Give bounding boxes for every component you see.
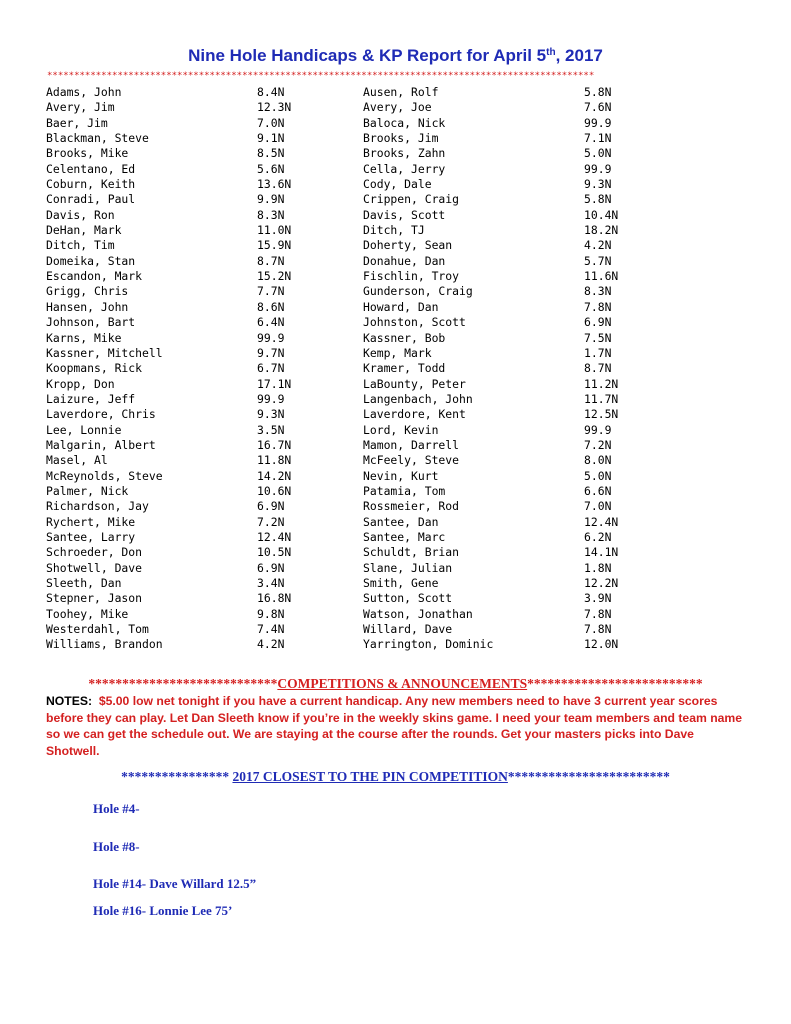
handicap-row [46, 146, 376, 161]
player-name: Brooks, Jim [363, 131, 439, 146]
handicap-value: 6.6N [584, 483, 612, 498]
player-name: Davis, Scott [363, 207, 446, 222]
player-name: Kropp, Don [46, 376, 115, 391]
player-name: Johnson, Bart [46, 315, 136, 330]
handicap-row [46, 284, 376, 299]
handicap-value: 7.0N [584, 499, 612, 514]
handicap-row [46, 300, 376, 315]
handicap-row [363, 192, 693, 207]
handicap-row [363, 100, 693, 115]
player-name: LaBounty, Peter [363, 376, 466, 391]
player-name: Crippen, Craig [363, 192, 460, 207]
player-name: Brooks, Zahn [363, 146, 446, 161]
player-name: Malgarin, Albert [46, 437, 156, 452]
handicap-value: 18.2N [584, 223, 619, 238]
player-name: Lee, Lonnie [46, 422, 122, 437]
handicap-row [363, 208, 693, 223]
player-name: Avery, Jim [46, 100, 115, 115]
handicap-value: 10.5N [257, 545, 292, 560]
player-name: Domeika, Stan [46, 253, 136, 268]
handicap-value: 7.1N [584, 131, 612, 146]
handicap-row [46, 499, 376, 514]
player-name: Kassner, Bob [363, 330, 446, 345]
handicap-value: 7.0N [257, 115, 285, 130]
handicap-row [363, 499, 693, 514]
handicap-value: 5.0N [584, 468, 612, 483]
handicap-row [46, 85, 376, 100]
handicap-row [46, 607, 376, 622]
handicap-row [363, 377, 693, 392]
handicap-row [363, 545, 693, 560]
player-name: Laizure, Jeff [46, 391, 136, 406]
handicap-value: 7.8N [584, 299, 612, 314]
handicap-value: 10.6N [257, 483, 292, 498]
player-name: Langenbach, John [363, 391, 473, 406]
handicap-value: 6.4N [257, 315, 285, 330]
handicap-row [363, 315, 693, 330]
handicap-row [363, 361, 693, 376]
hole-8-result: Hole #8- [93, 839, 140, 854]
competitions-heading: ****************************COMPETITIONS & ANNOUNCEMENTS************************** [88, 676, 703, 691]
handicap-row [363, 469, 693, 484]
player-name: Williams, Brandon [46, 637, 163, 652]
player-name: Masel, Al [46, 453, 108, 468]
player-name: Johnston, Scott [363, 315, 466, 330]
player-name: Laverdore, Chris [46, 407, 156, 422]
player-name: Ditch, TJ [363, 223, 425, 238]
handicap-row [46, 361, 376, 376]
handicap-value: 12.5N [584, 407, 619, 422]
player-name: Stepner, Jason [46, 591, 143, 606]
player-name: Smith, Gene [363, 576, 439, 590]
handicap-row [46, 315, 376, 330]
handicap-value: 14.1N [584, 545, 619, 560]
handicap-row [363, 331, 693, 346]
handicap-value: 8.3N [257, 207, 285, 222]
player-name: Ausen, Rolf [363, 85, 439, 99]
player-name: Grigg, Chris [46, 284, 129, 299]
handicap-value: 15.2N [257, 269, 292, 284]
handicap-row [363, 453, 693, 468]
handicap-value: 8.7N [257, 253, 285, 268]
separator-line: ***************************************************************************************************** [47, 71, 595, 81]
hole-16-result: Hole #16- Lonnie Lee 75’ [93, 903, 233, 918]
handicap-row [46, 484, 376, 499]
player-name: Celentano, Ed [46, 161, 136, 176]
handicap-row [46, 637, 376, 652]
handicap-row [46, 116, 376, 131]
handicap-value: 11.2N [584, 376, 619, 391]
handicap-row [46, 392, 376, 407]
hole-4-result: Hole #4- [93, 801, 140, 816]
handicap-value: 5.8N [584, 192, 612, 207]
handicap-value: 12.2N [584, 576, 619, 590]
handicap-value: 99.9 [584, 115, 612, 130]
handicap-value: 3.5N [257, 422, 285, 437]
handicap-value: 8.6N [257, 299, 285, 314]
handicap-value: 7.7N [257, 284, 285, 299]
handicap-value: 99.9 [584, 422, 612, 437]
handicap-row [363, 85, 693, 100]
handicap-row [363, 438, 693, 453]
handicap-value: 4.2N [584, 238, 612, 253]
handicap-row [46, 269, 376, 284]
handicap-value: 9.1N [257, 131, 285, 146]
handicap-row [46, 515, 376, 530]
handicap-value: 7.6N [584, 100, 612, 115]
player-name: Sutton, Scott [363, 591, 453, 606]
handicap-row [363, 622, 693, 637]
player-name: Westerdahl, Tom [46, 622, 149, 637]
player-name: Schuldt, Brian [363, 545, 460, 560]
player-name: Santee, Marc [363, 529, 446, 544]
handicap-value: 12.0N [584, 637, 619, 652]
handicap-value: 6.7N [257, 361, 285, 376]
handicap-value: 10.4N [584, 207, 619, 222]
handicap-row [363, 269, 693, 284]
handicap-row [363, 116, 693, 131]
player-name: Patamia, Tom [363, 483, 446, 498]
player-name: Sleeth, Dan [46, 576, 122, 590]
player-name: Donahue, Dan [363, 253, 446, 268]
handicap-row [46, 407, 376, 422]
handicap-value: 9.8N [257, 606, 285, 621]
handicap-row [46, 576, 376, 591]
handicap-value: 5.0N [584, 146, 612, 161]
handicap-row [363, 346, 693, 361]
handicap-row [46, 530, 376, 545]
player-name: Conradi, Paul [46, 192, 136, 207]
player-name: Kemp, Mark [363, 345, 432, 360]
handicap-row [46, 622, 376, 637]
handicap-value: 7.8N [584, 606, 612, 621]
handicap-row [363, 177, 693, 192]
hole-14-result: Hole #14- Dave Willard 12.5” [93, 876, 257, 891]
handicap-value: 11.8N [257, 453, 292, 468]
handicap-row [363, 162, 693, 177]
player-name: Brooks, Mike [46, 146, 129, 161]
handicap-row [363, 407, 693, 422]
page-title: Nine Hole Handicaps & KP Report for April 5th, 2017 [188, 46, 603, 65]
handicap-row [46, 100, 376, 115]
handicap-row [363, 576, 693, 591]
player-name: Escandon, Mark [46, 269, 143, 284]
handicap-row [46, 346, 376, 361]
player-name: Willard, Dave [363, 622, 453, 637]
notes-text: $5.00 low net tonight if you have a current handicap. Any new members need to have 3 current year scores before they can play. Let Dan Sleeth know if you’re in the weekly skins game. I need your team members and team name so we can get the schedule out. We are staying at the course after the rounds. Get your masters picks into Dave Shotwell. [46, 694, 743, 758]
handicap-value: 8.7N [584, 361, 612, 376]
handicap-value: 12.3N [257, 100, 292, 115]
handicap-row [46, 162, 376, 177]
handicap-row [46, 254, 376, 269]
handicap-row [363, 392, 693, 407]
handicap-row [363, 300, 693, 315]
handicap-value: 15.9N [257, 238, 292, 253]
player-name: Rychert, Mike [46, 514, 136, 529]
notes-label: NOTES: [46, 694, 93, 708]
handicap-value: 8.3N [584, 284, 612, 299]
handicap-row [46, 331, 376, 346]
player-name: Kramer, Todd [363, 361, 446, 376]
handicap-value: 3.9N [584, 591, 612, 606]
handicap-value: 9.7N [257, 345, 285, 360]
handicap-row [46, 545, 376, 560]
handicap-value: 11.0N [257, 223, 292, 238]
player-name: Cella, Jerry [363, 161, 446, 176]
handicap-value: 8.5N [257, 146, 285, 161]
handicap-row [46, 208, 376, 223]
handicap-row [46, 192, 376, 207]
player-name: Santee, Dan [363, 514, 439, 529]
player-name: Shotwell, Dave [46, 560, 143, 575]
handicap-value: 11.7N [584, 391, 619, 406]
player-name: Palmer, Nick [46, 483, 129, 498]
handicap-value: 5.8N [584, 85, 612, 99]
player-name: Davis, Ron [46, 207, 115, 222]
handicap-value: 6.9N [584, 315, 612, 330]
player-name: Gunderson, Craig [363, 284, 473, 299]
handicap-value: 99.9 [584, 161, 612, 176]
handicap-value: 12.4N [584, 514, 619, 529]
player-name: Adams, John [46, 85, 122, 99]
player-name: Baer, Jim [46, 115, 108, 130]
handicap-row [46, 453, 376, 468]
handicap-value: 6.2N [584, 529, 612, 544]
player-name: Mamon, Darrell [363, 437, 460, 452]
handicap-value: 99.9 [257, 330, 285, 345]
player-name: Yarrington, Dominic [363, 637, 494, 652]
player-name: Coburn, Keith [46, 177, 136, 192]
player-name: Koopmans, Rick [46, 361, 143, 376]
handicap-row [363, 131, 693, 146]
player-name: Fischlin, Troy [363, 269, 460, 284]
handicap-row [46, 469, 376, 484]
player-name: Laverdore, Kent [363, 407, 466, 422]
handicap-value: 13.6N [257, 177, 292, 192]
handicap-value: 7.5N [584, 330, 612, 345]
handicap-value: 16.8N [257, 591, 292, 606]
handicap-row [363, 284, 693, 299]
player-name: Lord, Kevin [363, 422, 439, 437]
handicap-value: 12.4N [257, 529, 292, 544]
handicap-column-right [363, 85, 693, 653]
handicap-value: 4.2N [257, 637, 285, 652]
player-name: McFeely, Steve [363, 453, 460, 468]
player-name: Cody, Dale [363, 177, 432, 192]
notes-paragraph [46, 693, 746, 759]
handicap-value: 6.9N [257, 560, 285, 575]
handicap-row [363, 530, 693, 545]
handicap-value: 7.2N [584, 437, 612, 452]
player-name: Blackman, Steve [46, 131, 149, 146]
handicap-row [46, 238, 376, 253]
handicap-value: 7.2N [257, 514, 285, 529]
player-name: Baloca, Nick [363, 115, 446, 130]
handicap-value: 99.9 [257, 391, 285, 406]
handicap-value: 16.7N [257, 437, 292, 452]
handicap-row [46, 177, 376, 192]
player-name: Kassner, Mitchell [46, 345, 163, 360]
handicap-row [363, 637, 693, 652]
player-name: Karns, Mike [46, 330, 122, 345]
handicap-row [363, 591, 693, 606]
handicap-value: 14.2N [257, 468, 292, 483]
handicap-value: 6.9N [257, 499, 285, 514]
handicap-row [46, 561, 376, 576]
kp-heading: **************** 2017 CLOSEST TO THE PIN COMPETITION************************ [121, 769, 670, 784]
handicap-value: 1.7N [584, 345, 612, 360]
handicap-value: 9.3N [584, 177, 612, 192]
handicap-value: 11.6N [584, 269, 619, 284]
handicap-row [46, 131, 376, 146]
player-name: Watson, Jonathan [363, 606, 473, 621]
player-name: Slane, Julian [363, 560, 453, 575]
player-name: McReynolds, Steve [46, 468, 163, 483]
handicap-row [46, 377, 376, 392]
player-name: Richardson, Jay [46, 499, 149, 514]
player-name: Rossmeier, Rod [363, 499, 460, 514]
player-name: Ditch, Tim [46, 238, 115, 253]
handicap-value: 9.9N [257, 192, 285, 207]
handicap-row [363, 423, 693, 438]
player-name: DeHan, Mark [46, 223, 122, 238]
player-name: Nevin, Kurt [363, 468, 439, 483]
handicap-row [363, 238, 693, 253]
handicap-row [46, 591, 376, 606]
handicap-value: 5.6N [257, 161, 285, 176]
handicap-row [363, 607, 693, 622]
player-name: Hansen, John [46, 299, 129, 314]
player-name: Avery, Joe [363, 100, 432, 115]
handicap-row [363, 254, 693, 269]
handicap-row [363, 515, 693, 530]
handicap-value: 3.4N [257, 576, 285, 590]
handicap-value: 8.4N [257, 85, 285, 99]
player-name: Howard, Dan [363, 299, 439, 314]
player-name: Doherty, Sean [363, 238, 453, 253]
handicap-value: 8.0N [584, 453, 612, 468]
handicap-value: 9.3N [257, 407, 285, 422]
handicap-value: 7.8N [584, 622, 612, 637]
player-name: Santee, Larry [46, 529, 136, 544]
handicap-value: 5.7N [584, 253, 612, 268]
handicap-row [46, 223, 376, 238]
handicap-row [363, 223, 693, 238]
handicap-value: 1.8N [584, 560, 612, 575]
player-name: Toohey, Mike [46, 606, 129, 621]
handicap-row [46, 438, 376, 453]
handicap-row [363, 561, 693, 576]
handicap-row [363, 146, 693, 161]
handicap-column-left [46, 85, 376, 653]
handicap-value: 7.4N [257, 622, 285, 637]
handicap-value: 17.1N [257, 376, 292, 391]
player-name: Schroeder, Don [46, 545, 143, 560]
handicap-row [363, 484, 693, 499]
handicap-row [46, 423, 376, 438]
